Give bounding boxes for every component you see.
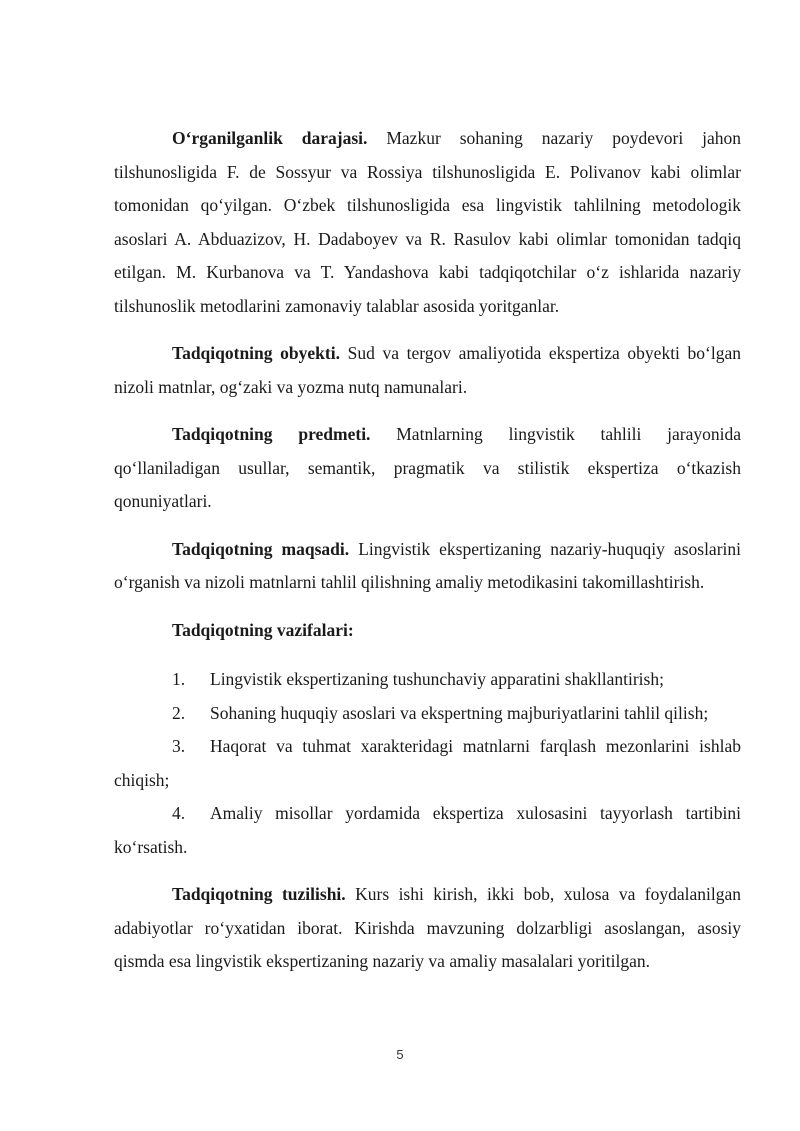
document-page	[114, 122, 741, 993]
paragraph-predmet	[114, 418, 741, 519]
paragraph-title: O‘rganilganlik darajasi.	[172, 128, 368, 148]
paragraph-text: Lingvistik ekspertizaning nazariy-huquqiy asoslarini o‘rganish va nizoli matnlarni tahlil qilishning amaliy metodikasini takomillashtirish.	[114, 538, 742, 592]
page-number: 5	[396, 1047, 404, 1062]
vazifalar-heading: Tadqiqotning vazifalari:	[172, 619, 354, 640]
paragraph-title: Tadqiqotning obyekti.	[172, 343, 340, 363]
list-item-number: 3.	[172, 736, 186, 756]
paragraph-title: Tadqiqotning predmeti.	[172, 424, 371, 444]
list-item	[114, 730, 741, 797]
paragraph-text: Mazkur sohaning nazariy poydevori jahon tilshunosligida F. de Sossyur va Rossiya tilshunosligida E. Polivanov kabi olimlar tomonidan qo‘yilgan. O‘zbek tilshunosligida esa lingvistik tahlilning metodologik asoslari A. Abduazizov, H. Dadaboyev va R. Rasulov kabi olimlar tomonidan tadqiq etilgan. M. Kurbanova va T. Yandashova kabi tadqiqotchilar o‘z ishlarida nazariy tilshunoslik metodlarini zamonaviy talablar asosida yoritganlar.	[114, 128, 741, 316]
paragraph-organilganlik	[114, 122, 741, 323]
list-item-number: 1.	[172, 669, 186, 689]
list-item	[114, 663, 741, 697]
paragraph-text: Sud va tergov amaliyotida ekspertiza obyekti bo‘lgan nizoli matnlar, og‘zaki va yozma nutq namunalari.	[114, 343, 742, 397]
list-item-number: 2.	[172, 702, 186, 723]
list-item-text: Amaliy misollar yordamida ekspertiza xulosasini tayyorlash tartibini ko‘rsatish.	[114, 803, 741, 857]
paragraph-title: Tadqiqotning tuzilishi.	[172, 884, 346, 904]
paragraph-text: Kurs ishi kirish, ikki bob, xulosa va foydalanilgan adabiyotlar ro‘yxatidan iborat. Kirishda mavzuning dolzarbligi asoslangan, asosiy qismda esa lingvistik ekspertizaning nazariy va amaliy masalalari yoritilgan.	[114, 884, 741, 971]
paragraph-obyekt	[114, 337, 741, 404]
paragraph-tuzilish	[114, 878, 741, 979]
list-item	[114, 797, 741, 864]
list-item-text: Lingvistik ekspertizaning tushunchaviy apparatini shakllantirish;	[210, 669, 664, 689]
paragraph-title: Tadqiqotning maqsadi.	[172, 538, 350, 559]
list-item-text: Haqorat va tuhmat xarakteridagi matnlarni farqlash mezonlarini ishlab chiqish;	[114, 736, 741, 790]
list-item-text: Sohaning huquqiy asoslari va ekspertning majburiyatlarini tahlil qilish;	[210, 702, 709, 723]
vazifalar-list	[114, 663, 741, 864]
paragraph-maqsad	[114, 533, 741, 600]
paragraph-text: Matnlarning lingvistik tahlili jarayonida qo‘llaniladigan usullar, semantik, pragmatik va stilistik ekspertiza o‘tkazish qonuniyatlari.	[114, 424, 741, 511]
list-item-number: 4.	[172, 803, 186, 823]
list-item	[114, 697, 741, 731]
